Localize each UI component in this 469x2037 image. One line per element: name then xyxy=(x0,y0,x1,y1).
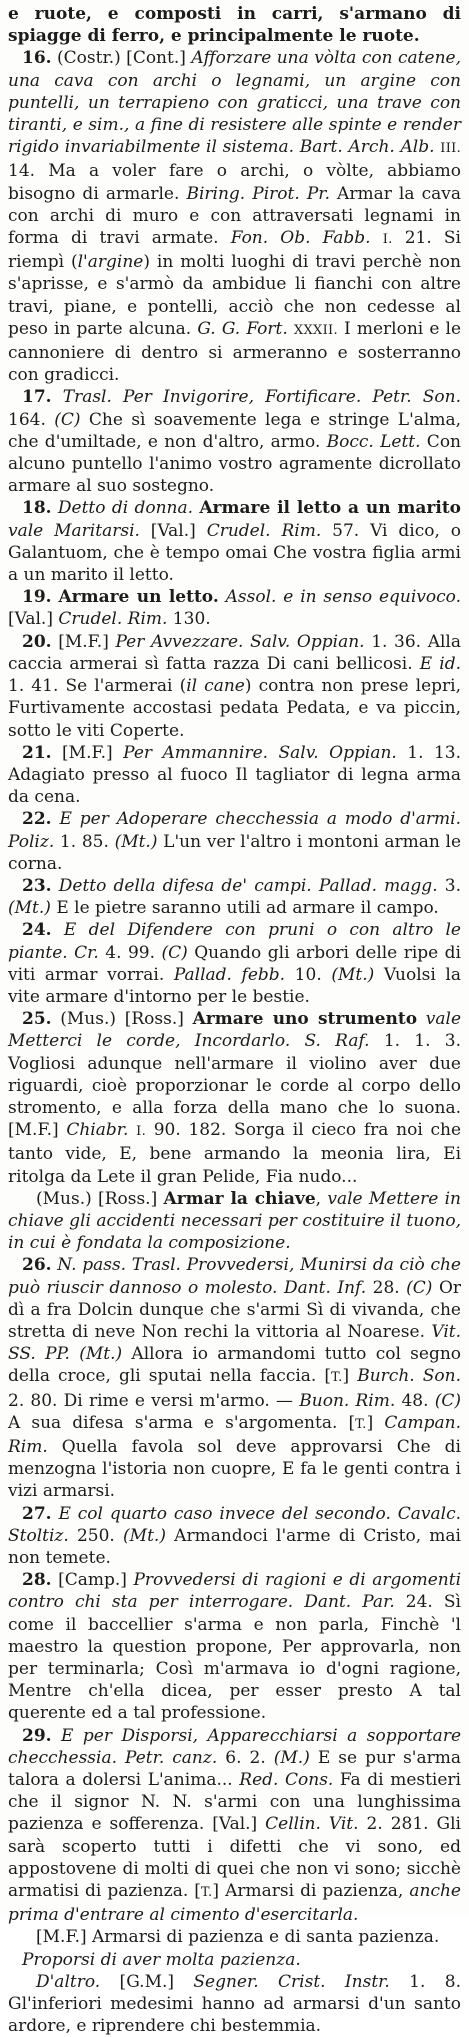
text-run: ] xyxy=(342,1366,358,1387)
text-run xyxy=(371,228,383,248)
text-run: Red. Cons. xyxy=(239,1770,334,1791)
text-run: (M.) xyxy=(273,1747,310,1768)
text-run: 18. xyxy=(22,498,52,519)
text-run: Or dì a fra Dolcin dunque che s'armi Sì di vivanda, che stretta di neve Non rechi la vittoria al Noarese. xyxy=(8,1277,462,1342)
text-run: Chiabr. xyxy=(66,1120,129,1141)
text-run xyxy=(52,876,59,896)
sense-20-paragraph xyxy=(8,631,461,742)
text-run: Vit. SS. PP. xyxy=(8,1321,461,1365)
text-run: [G.M.] xyxy=(100,1971,194,1992)
text-run: 27. xyxy=(22,1503,52,1524)
text-run: , xyxy=(315,1188,328,1209)
text-run: 26. xyxy=(22,1255,52,1276)
sense-27-paragraph xyxy=(8,1503,461,1570)
text-run: Armare un letto. xyxy=(58,587,219,608)
text-run: Burch. Son. xyxy=(357,1366,461,1387)
sense-22-paragraph xyxy=(8,808,461,875)
text-run: Campan. Rim. xyxy=(8,1412,461,1457)
text-run: 1. 36. Alla caccia armerai sì fatta razza Di cani bellicosi. xyxy=(8,631,461,674)
sense-19-paragraph xyxy=(8,586,461,630)
text-run: vale Metterci le corde, Incordarlo. S. Raf. xyxy=(8,1009,462,1052)
text-run: 2. 80. Di rime e versi m'armo. — xyxy=(8,1390,300,1411)
text-run: Segner. Crist. Instr. xyxy=(193,1971,390,1992)
sense-17-paragraph xyxy=(8,386,461,497)
text-run: Fa di mestieri che il signor N. N. s'armi con una lunghissima pazienza e sofferenza. [Val.] xyxy=(8,1770,461,1835)
sense-29-paragraph xyxy=(8,1725,461,1927)
text-run: Biring. Pirot. Pr. xyxy=(186,183,330,204)
text-run: Detto di donna. xyxy=(57,498,194,519)
text-run: Che sì soavemente lega e stringe L'alma, che d'umiltade, e non d'altro, armo. xyxy=(8,409,461,452)
text-run: (Mt.) xyxy=(114,831,158,852)
text-run: E se pur s'arma talora a dolersi L'anima... xyxy=(8,1747,461,1791)
text-run: L'un ver l'altro i montoni arman le corna. xyxy=(8,831,462,874)
text-run: D'altro. xyxy=(36,1971,101,1992)
text-run: vale Maritarsi. xyxy=(8,520,140,541)
text-run: [Val.] xyxy=(8,609,59,630)
text-run: 3. xyxy=(437,875,461,896)
sense-28-paragraph xyxy=(8,1569,461,1724)
text-run: N. pass. Trasl. Provvedersi, Munirsi da ciò che può riuscir dannoso o molesto. Dant. Inf. xyxy=(8,1255,461,1298)
text-run xyxy=(70,1344,79,1364)
text-run: Fon. Ob. Fabb. xyxy=(230,228,371,249)
text-run: (C) xyxy=(161,942,188,963)
text-run xyxy=(52,1726,61,1746)
text-run: E per Adoperare checchessia a modo d'armi. Poliz. xyxy=(8,809,461,852)
text-run: [M.F.] Armarsi di pazienza e di santa pazienza. xyxy=(36,1927,440,1948)
text-run: 28. xyxy=(22,1570,52,1591)
text-run: [M.F.] xyxy=(51,742,124,763)
text-run: [Camp.] xyxy=(51,1570,134,1591)
sense-16-paragraph xyxy=(8,47,461,386)
text-run: A sua difesa s'arma e s'argomenta. [ xyxy=(8,1412,356,1433)
text-run: XXXII. xyxy=(293,322,338,338)
text-run: T. xyxy=(331,1370,343,1386)
text-run: 19. xyxy=(22,587,52,608)
text-run: ) contra non prese lepri, Furtivamente accostasi pedata Pedata, e va piccin, sotto le viti Coperte. xyxy=(8,676,461,741)
text-run: 1. 85. xyxy=(54,831,115,852)
sense-29-gloss xyxy=(8,1949,461,1971)
text-run: Armar la cava con archi di muro e con attraversati legnami in forma di travi armate. xyxy=(8,183,461,249)
text-run: 28. xyxy=(366,1277,407,1298)
text-run: Armandoci l'arme di Cristo, mai non temete. xyxy=(8,1525,461,1569)
text-run: Per Ammannire. Salv. Oppian. xyxy=(123,742,397,763)
text-run: 130. xyxy=(167,609,211,630)
text-run: Provvedersi di ragioni e di argomenti contro chi sta per interrogare. Dant. Par. xyxy=(8,1570,462,1613)
text-run: 1. 13. Adagiato presso al fuoco Il tagliator di legna arma da cena. xyxy=(8,742,461,808)
text-run: 48. xyxy=(395,1390,435,1411)
sense-25-subparagraph xyxy=(8,1188,461,1255)
text-run: Vuolsi la vite armare d'intorno per le bestie. xyxy=(8,964,462,1007)
text-run: I. xyxy=(382,232,393,248)
text-run: 6. 2. xyxy=(217,1747,274,1768)
text-run xyxy=(219,587,226,607)
text-run: (Mus.) [Ross.] xyxy=(51,1009,193,1030)
text-run: E id. xyxy=(419,653,461,674)
text-run: (Costr.) [Cont.] xyxy=(51,48,192,69)
text-run: 24. xyxy=(22,920,52,941)
text-run: E le pietre saranno utili ad armare il campo. xyxy=(50,898,439,919)
text-run: 22. xyxy=(22,809,52,830)
text-run: Armare il letto a un marito xyxy=(199,498,462,519)
text-run: 10. xyxy=(285,964,332,985)
text-run xyxy=(52,920,64,940)
text-run: Detto della difesa de' campi. Pallad. magg. xyxy=(58,875,438,896)
text-run: E del Difendere con pruni o con altro le piante. Cr. xyxy=(8,920,461,963)
text-run: [Val.] xyxy=(139,520,207,541)
text-run: Pallad. febb. xyxy=(173,964,286,985)
text-run: (C) xyxy=(54,409,81,430)
text-run: Armare uno strumento xyxy=(192,1009,418,1030)
text-run: 1. 1. 3. Vogliosi adunque nell'armare il violino aver due riguardi, cioè proporzionar le corde al corpo dello stromento, e alla forza della mano che lo suona. [M.F.] xyxy=(8,1031,461,1141)
text-run: Con alcuno puntello l'animo vostro agramente dicrollato armare al suo sostegno. xyxy=(8,431,461,497)
text-run: 1. 41. Se l'armerai ( xyxy=(8,676,187,697)
text-run: Per Avvezzare. Salv. Oppian. xyxy=(115,631,365,652)
text-run: 24. Sì come il baccellier s'arma e non parla, Finchè 'l maestro la question propone, Per approvarla, non per terminarla; Così m'armava io d'ogni ragione, Mentre ch'ella dicea, per esser presto A tal querente ed a tal professione. xyxy=(8,1592,461,1724)
text-run: [M.F.] xyxy=(51,631,116,652)
text-run: 25. xyxy=(22,1009,52,1030)
text-run: E per Disporsi, Apparecchiarsi a sopportare checchessia. Petr. canz. xyxy=(8,1725,462,1768)
text-run: Buon. Rim. xyxy=(299,1390,396,1411)
text-run: Afforzare una vòlta con catene, una cava con archi o legnami, un argine con puntelli, un terrapieno con graticci, una trave con tiranti, e sim., a fine di resistere alle spinte e render rigido invariabilmente il sistema. Bart. Arch. Alb. xyxy=(8,48,461,158)
text-run: (Mt.) xyxy=(79,1344,123,1365)
text-run: e ruote, e composti in carri, s'armano di spiagge di ferro, e principalmente le ruote. xyxy=(8,4,461,47)
text-run xyxy=(417,1009,426,1029)
text-run: E col quarto caso invece del secondo. Cavalc. Stoltiz. xyxy=(8,1503,462,1546)
sense-24-paragraph xyxy=(8,919,461,1008)
text-run: T. xyxy=(355,1416,367,1432)
text-run: 17. xyxy=(22,387,52,408)
text-run: Quella favola sol deve approvarsi Che di menzogna l'istoria non cuopre, E fa le genti contra i vizi armarsi. xyxy=(8,1437,461,1502)
text-run xyxy=(52,387,63,407)
text-run: I merloni e le cannoniere di dentro si armeranno e sosterranno con gradicci. xyxy=(8,318,462,386)
sense-25-paragraph xyxy=(8,1008,461,1188)
text-run: (Mt.) xyxy=(331,964,375,985)
text-run: III. xyxy=(440,141,462,157)
text-run: Trasl. Per Invigorire, Fortificare. Petr. Son. xyxy=(62,387,461,408)
text-run: ] Armarsi di pazienza, xyxy=(212,1881,410,1902)
text-run: 90. 182. Sorga il cieco fra noi che tanto vide, E, bene armando la meonia lira, Ei ritolga da Lete il gran Pelide, Fia nudo... xyxy=(8,1120,461,1187)
sense-26-paragraph xyxy=(8,1254,461,1502)
sense-21-paragraph xyxy=(8,742,461,809)
text-run: 250. xyxy=(68,1525,124,1546)
text-run: 164. xyxy=(8,409,55,430)
text-run: 21. xyxy=(22,742,52,763)
text-run: T. xyxy=(200,1885,213,1901)
text-run: 23. xyxy=(22,875,52,896)
text-run: 29. xyxy=(22,1725,52,1746)
text-run: Cellin. Vit. xyxy=(265,1814,359,1835)
text-run: 21. Si riempì ( xyxy=(8,228,461,273)
text-run: Crudel. Rim. xyxy=(206,520,322,541)
sense-29-citation xyxy=(8,1971,461,2037)
text-run: G. G. Fort. xyxy=(197,318,288,339)
text-run: 16. xyxy=(22,48,52,69)
text-run: Bocc. Lett. xyxy=(326,431,421,452)
text-run: ] xyxy=(366,1412,385,1433)
text-run: 4. 99. xyxy=(98,942,162,963)
text-run: (Mt.) xyxy=(123,1525,166,1546)
sense-29-subparagraph xyxy=(8,1926,461,1948)
text-run: anche prima d'entrare al cimento d'esercitarla. xyxy=(8,1881,461,1926)
sense-23-paragraph xyxy=(8,875,461,919)
text-run: vale Mettere in chiave gli accidenti necessari per costituire il tuono, in cui è fondata la composizione. xyxy=(8,1188,462,1254)
text-run: (Mt.) xyxy=(8,898,51,919)
text-run: l'argine xyxy=(77,252,144,273)
sense-18-paragraph xyxy=(8,497,461,586)
text-run: (C) xyxy=(434,1390,461,1411)
text-run: Quando gli arbori delle ripe di viti armar vorrai. xyxy=(8,942,461,985)
text-run: Crudel. Rim. xyxy=(58,609,168,630)
entry-paragraph xyxy=(8,3,461,47)
text-run: Allora io armandomi tutto col segno della croce, gli sputai nella faccia. [ xyxy=(8,1344,462,1387)
text-run: 2. 281. Gli sarà scoperto tutti i difetti che vi sono, ed appostovene di molti di quei che non vi sono; sicchè armatisi di pazienza. [ xyxy=(8,1814,461,1902)
text-run: 57. Vi dico, o Galantuom, che è tempo omai Che vostra figlia armi a un marito il letto. xyxy=(8,520,462,586)
text-run: 14. Ma a voler fare o archi, o vòlte, abbiamo bisogno di armarle. xyxy=(8,161,461,204)
text-run: ) in molti luoghi di travi perchè non s'aprisse, e s'armò da ambidue li fianchi con altre travi, piane, e pontelli, acciò che non cedesse al peso in parte alcuna. xyxy=(8,252,461,339)
text-run: Armar la chiave xyxy=(163,1188,316,1209)
text-run: (C) xyxy=(406,1277,433,1298)
text-run: 20. xyxy=(22,631,52,652)
text-run xyxy=(128,1120,136,1140)
text-run: Proporsi di aver molta pazienza. xyxy=(22,1949,301,1970)
text-run: 1. 8. Gl'inferiori medesimi hanno ad armarsi d'un santo ardore, e riprendere chi bestemmia. xyxy=(8,1971,461,2037)
text-run: I. xyxy=(136,1124,147,1140)
text-run: il cane xyxy=(186,676,245,697)
text-run: Assol. e in senso equivoco. xyxy=(225,587,462,608)
text-run: (Mus.) [Ross.] xyxy=(36,1188,164,1209)
